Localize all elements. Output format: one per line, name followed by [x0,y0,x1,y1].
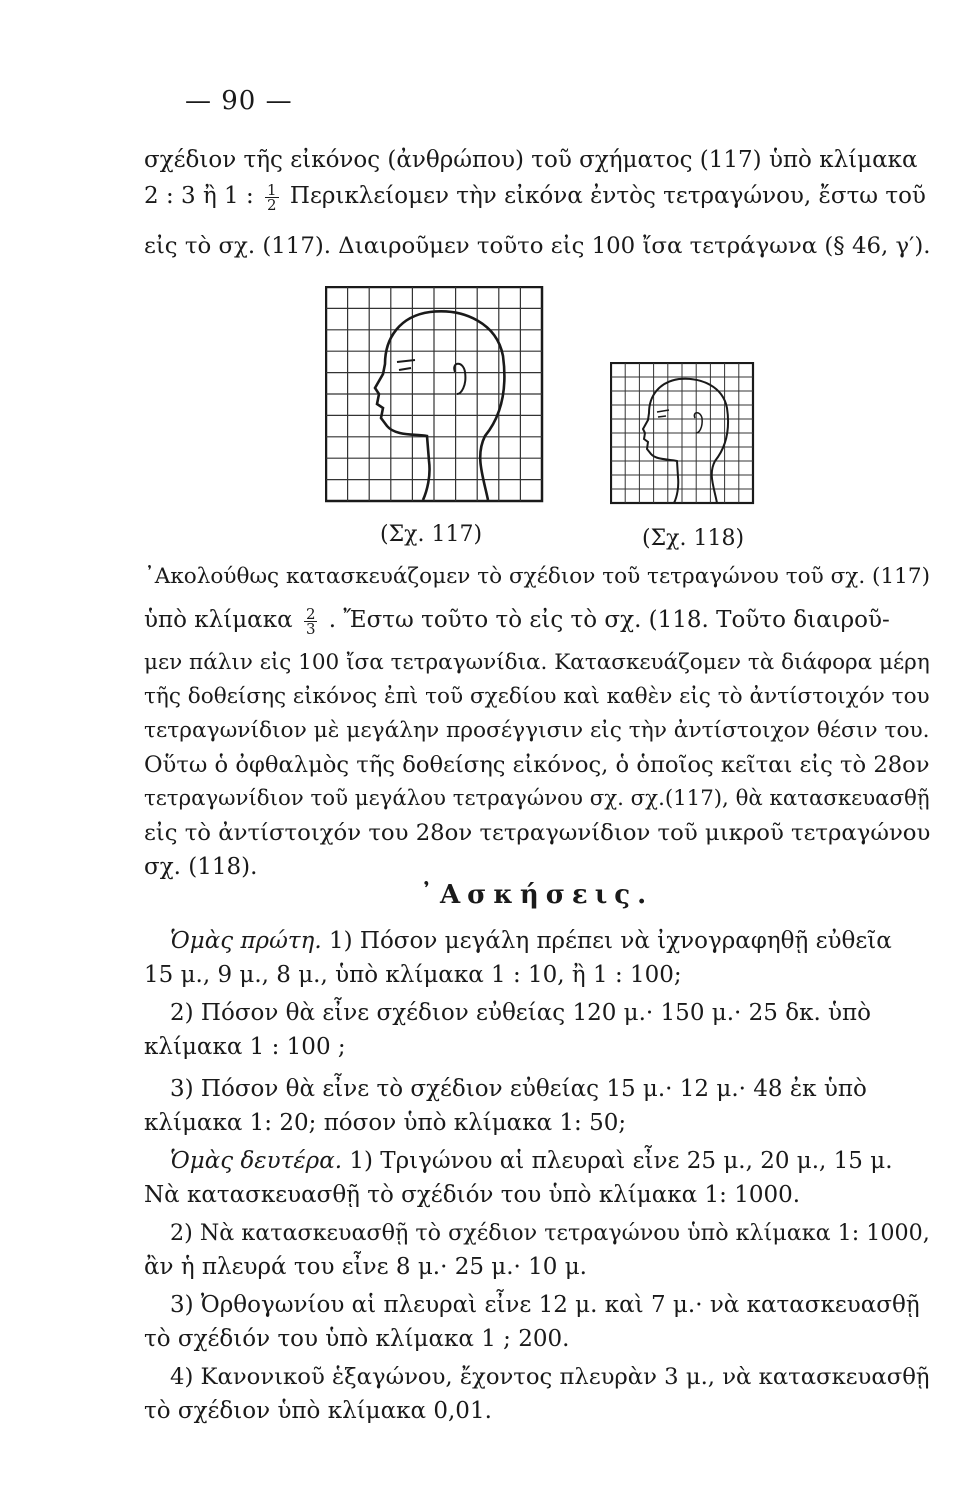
figure-118-caption: (Σχ. 118) [642,526,745,551]
exercise-group-1-line-5: 3) Πόσον θὰ εἶνε τὸ σχέδιον εὐθείας 15 μ.· 12 μ.· 48 ἐκ ὑπὸ [170,1076,867,1102]
intro-line-1: σχέδιον τῆς εἰκόνος (ἀνθρώπου) τοῦ σχήματος (117) ὑπὸ κλίμακα [144,147,918,173]
exercise-group-2-q1: 1) Τριγώνου αἱ πλευραὶ εἶνε 25 μ., 20 μ., 15 μ. [349,1148,893,1174]
page-number: — 90 — [185,86,293,116]
figure-118-grid-head [610,362,756,506]
exercise-group-2-line-1 [170,1146,893,1176]
para2-line-2a: ὑπὸ κλίμακα [144,607,293,633]
fraction-one-half: $\frac{1}{2}$ [267,180,277,214]
exercise-group-1-line-2: 15 μ., 9 μ., 8 μ., ὑπὸ κλίμακα 1 : 10, ἢ 1 : 100; [144,962,682,988]
para2-line-3: μεν πάλιν εἰς 100 ἴσα τετραγωνίδια. Κατασκευάζομεν τὰ διάφορα μέρη [144,650,930,675]
para2-line-4: τῆς δοθείσης εἰκόνος ἐπὶ τοῦ σχεδίου καὶ καθὲν εἰς τὸ ἀντίστοιχόν του [144,684,930,709]
intro-line-2b: Περικλείομεν τὴν εἰκόνα ἐντὸς τετραγώνου, ἔστω τοῦ [289,183,926,209]
exercise-group-2-line-6: τὸ σχέδιόν του ὑπὸ κλίμακα 1 ; 200. [144,1326,570,1352]
exercise-group-2-label: Ὁμὰς δευτέρα. [170,1148,343,1174]
para2-line-8: εἰς τὸ ἀντίστοιχόν του 28ον τετραγωνίδιον τοῦ μικροῦ τετραγώνου [144,820,931,846]
exercise-group-1-line-6: κλίμακα 1: 20; πόσον ὑπὸ κλίμακα 1: 50; [144,1110,627,1136]
exercise-group-2-line-5: 3) Ὀρθογωνίου αἱ πλευραὶ εἶνε 12 μ. καὶ 7 μ.· νὰ κατασκευασθῇ [170,1292,920,1318]
exercise-group-2-line-3: 2) Νὰ κατασκευασθῇ τὸ σχέδιον τετραγώνου ὑπὸ κλίμακα 1: 1000, [170,1220,930,1246]
para2-line-6: Οὕτω ὁ ὀφθαλμὸς τῆς δοθείσης εἰκόνος, ὁ ὁποῖος κεῖται εἰς τὸ 28ον [144,752,930,778]
intro-line-2 [144,181,926,212]
para2-line-2b: . Ἔστω τοῦτο τὸ εἰς τὸ σχ. (118. Τοῦτο διαιροῦ- [328,607,890,633]
para2-line-9: σχ. (118). [144,854,258,880]
exercise-group-2-line-2: Νὰ κατασκευασθῇ τὸ σχέδιόν του ὑπὸ κλίμακα 1: 1000. [144,1182,801,1208]
exercise-group-2-line-7: 4) Κανονικοῦ ἑξαγώνου, ἔχοντος πλευρὰν 3 μ., νὰ κατασκευασθῇ [170,1364,930,1390]
exercise-group-1-line-1 [170,926,892,956]
exercise-group-1-line-3: 2) Πόσον θὰ εἶνε σχέδιον εὐθείας 120 μ.· 150 μ.· 25 δκ. ὑπὸ [170,1000,872,1026]
figure-117-caption: (Σχ. 117) [380,522,483,547]
exercise-group-1-q1: 1) Πόσον μεγάλη πρέπει νὰ ἰχνογραφηθῇ εὐθεῖα [328,928,892,954]
para2-line-2 [144,605,890,636]
para2-line-1: ᾿Ακολούθως κατασκευάζομεν τὸ σχέδιον τοῦ τετραγώνου τοῦ σχ. (117) [144,564,930,589]
fraction-two-thirds: $\frac{2}{3}$ [305,604,316,638]
intro-line-3: εἰς τὸ σχ. (117). Διαιροῦμεν τοῦτο εἰς 100 ἴσα τετράγωνα (§ 46, γ′). [144,233,931,259]
exercise-group-2-line-4: ἂν ἡ πλευρά του εἶνε 8 μ.· 25 μ.· 10 μ. [144,1254,587,1280]
para2-line-5: τετραγωνίδιον μὲ μεγάλην προσέγγισιν εἰς τὴν ἀντίστοιχον θέσιν του. [144,718,930,743]
intro-line-2a: 2 : 3 ἢ 1 : [144,183,254,209]
exercise-group-2-line-8: τὸ σχέδιον ὑπὸ κλίμακα 0,01. [144,1398,492,1424]
exercises-heading: ᾿Ασκήσεις. [420,880,654,910]
exercise-group-1-line-4: κλίμακα 1 : 100 ; [144,1034,346,1060]
para2-line-7: τετραγωνίδιον τοῦ μεγάλου τετραγώνου σχ. σχ.(117), θὰ κατασκευασθῇ [144,786,930,811]
exercise-group-1-label: Ὁμὰς πρώτη. [170,928,322,954]
figure-117-grid-head [325,286,545,504]
